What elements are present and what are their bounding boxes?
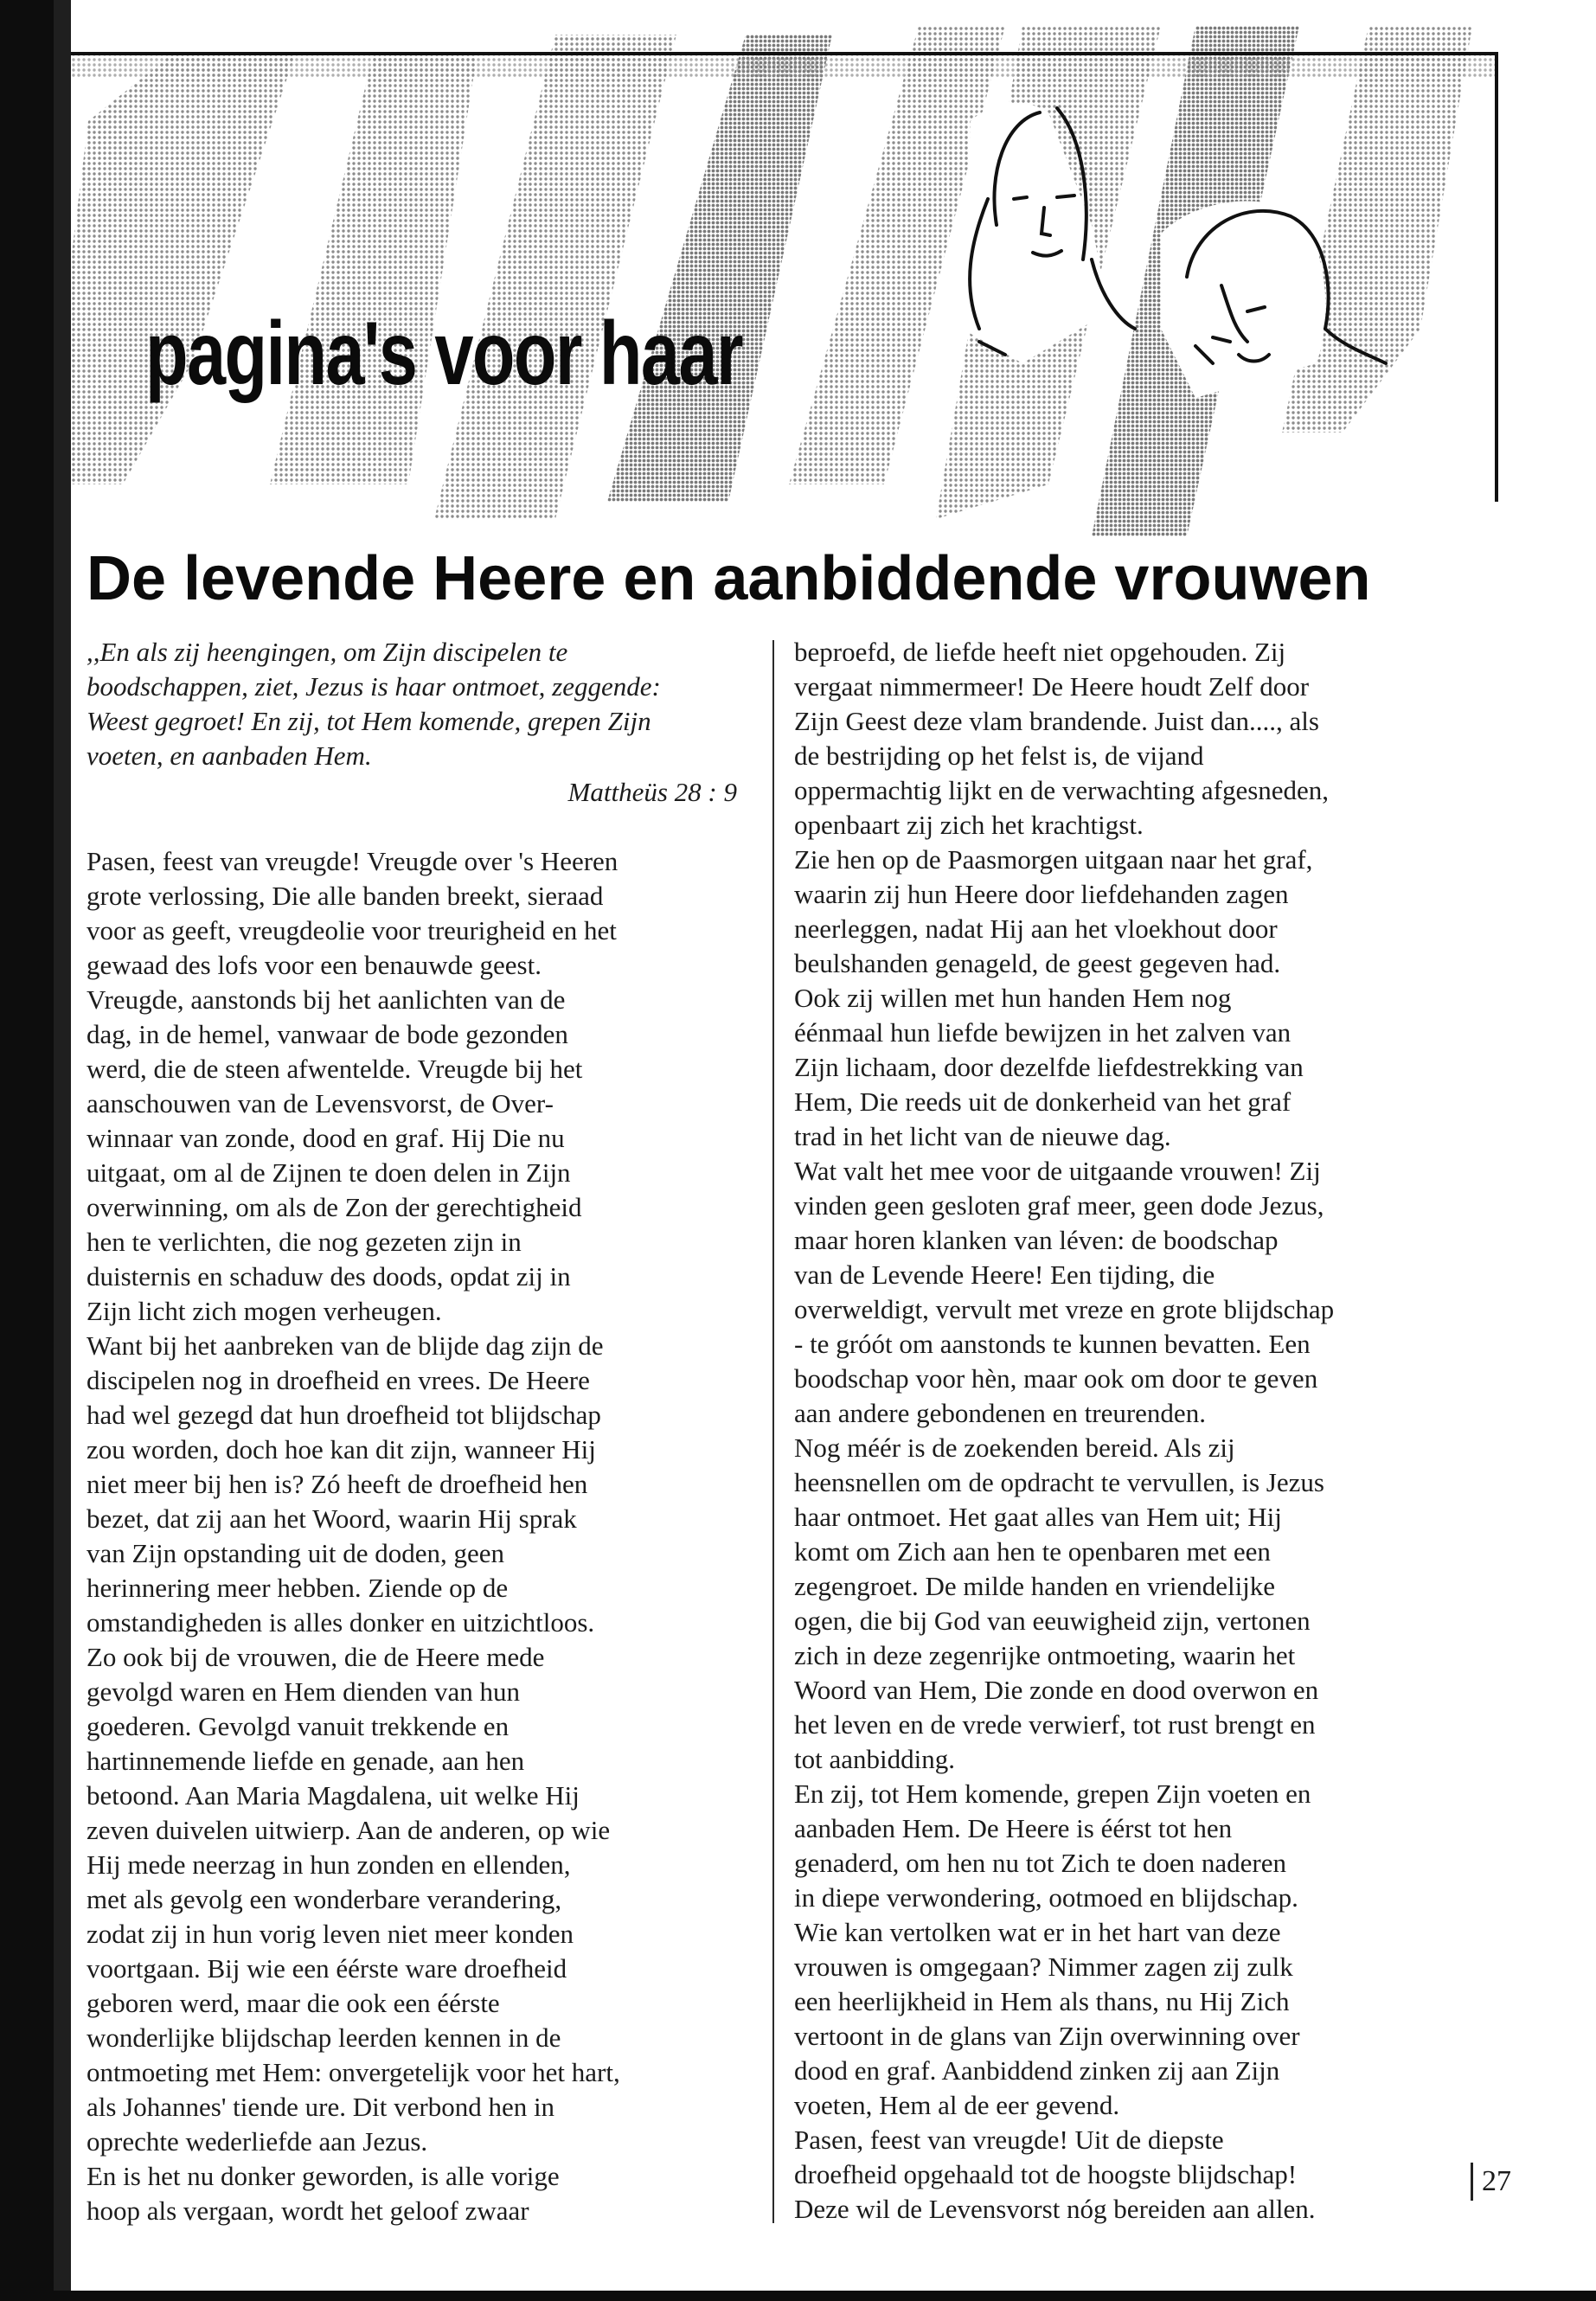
right-column-text: beproefd, de liefde heeft niet opgehouden. Zij vergaat nimmermeer! De Heere houdt Zelf door Zijn Geest deze vlam brandende. Juist dan...., als de bestrijding op het felst is, de vijand oppermachtig lijkt en de verwachting afgesneden, openbaart zij zich het krachtigst. Zie hen op de Paasmorgen uitgaan naar het graf, waarin zij hun Heere door liefdehanden zagen neerleggen, nadat Hij aan het vloekhout door beulshanden genageld, de geest gegeven had. Ook zij willen met hun handen Hem nog éénmaal hun liefde bewijzen in het zalven van Zijn lichaam, door dezelfde liefdestrekking van Hem, Die reeds uit de donkerheid van het graf trad in het licht van de nieuwe dag. Wat valt het mee voor de uitgaande vrouwen! Zij vinden geen gesloten graf meer, geen dode Jezus, maar horen klanken van léven: de boodschap van de Levende Heere! Een tijding, die overweldigt, vervult met vreze en grote blijdschap - te gróót om aanstonds te kunnen bevatten. Een boodschap voor hèn, maar ook om door te geven aan andere gebondenen en treurenden. Nog méér is de zoekenden bereid. Als zij heensnellen om de opdracht te vervullen, is Jezus haar ontmoet. Het gaat alles van Hem uit; Hij komt om Zich aan hen te openbaren met een zegengroet. De milde handen en vriendelijke ogen, die bij God van eeuwigheid zijn, vertonen zich in deze zegenrijke ontmoeting, waarin het Woord van Hem, Die zonde en dood overwon en het leven en de vrede verwierf, tot rust brengt en tot aanbidding. En zij, tot Hem komende, grepen Zijn voeten en aanbaden Hem. De Heere is éérst tot hen genaderd, om hen nu tot Zich te doen naderen in diepe verwondering, ootmoed en blijdschap. Wie kan vertolken wat er in het hart van deze vrouwen is omgegaan? Nimmer zagen zij zulk een heerlijkheid in Hem als thans, nu Hij Zich vertoont in de glans van Zijn overwinning over dood en graf. Aanbiddend zinken zij aan Zijn voeten, Hem al de eer gevend. Pasen, feest van vreugde! Uit de diepste droefheid opgehaald tot de hoogste blijdschap! Deze wil de Levensvorst nóg bereiden aan allen. xyxy=(794,637,1335,2224)
left-column xyxy=(87,635,753,2228)
banner-top-rule xyxy=(71,52,1498,55)
halftone-illustration xyxy=(71,0,1498,554)
page-edge-strip xyxy=(54,0,71,2301)
scripture-reference: Mattheüs 28 : 9 xyxy=(567,777,737,807)
page-edge-bar xyxy=(0,0,54,2301)
column-divider xyxy=(772,640,774,2223)
page-bottom-edge xyxy=(0,2291,1596,2301)
article-headline: De levende Heere en aanbiddende vrouwen xyxy=(87,544,1371,613)
left-column-text: Pasen, feest van vreugde! Vreugde over 's Heeren grote verlossing, Die alle banden breekt, sieraad voor as geeft, vreugdeolie voor treurigheid en het gewaad des lofs voor een benauwde geest. Vreugde, aanstonds bij het aanlichten van de dag, in de hemel, vanwaar de bode gezonden werd, die de steen afwentelde. Vreugde bij het aanschouwen van de Levensvorst, de Over- winnaar van zonde, dood en graf. Hij Die nu uitgaat, om al de Zijnen te doen delen in Zijn overwinning, om als de Zon der gerechtigheid hen te verlichten, die nog gezeten zijn in duisternis en schaduw des doods, opdat zij in Zijn licht zich mogen verheugen. Want bij het aanbreken van de blijde dag zijn de discipelen nog in droefheid en vrees. De Heere had wel gezegd dat hun droefheid tot blijdschap zou worden, doch hoe kan dit zijn, wanneer Hij niet meer bij hen is? Zó heeft de droefheid hen bezet, dat zij aan het Woord, waarin Hij sprak van Zijn opstanding uit de doden, geen herinnering meer hebben. Ziende op de omstandigheden is alles donker en uitzichtloos. Zo ook bij de vrouwen, die de Heere mede gevolgd waren en Hem dienden van hun goederen. Gevolgd vanuit trekkende en hartinnemende liefde en genade, aan hen betoond. Aan Maria Magdalena, uit welke Hij zeven duivelen uitwierp. Aan de anderen, op wie Hij mede neerzag in hun zonden en ellenden, met als gevolg een wonderbare verandering, zodat zij in hun vorig leven niet meer konden voortgaan. Bij wie een éérste ware droefheid geboren werd, maar die ook een éérste wonderlijke blijdschap leerden kennen in de ontmoeting met Hem: onvergetelijk voor het hart, als Johannes' tiende ure. Dit verbond hen in oprechte wederliefde aan Jezus. En is het nu donker geworden, is alle vorige hoop als vergaan, wordt het geloof zwaar xyxy=(87,846,620,2226)
banner-right-rule xyxy=(1495,52,1498,502)
page-number: 27 xyxy=(1471,2163,1511,2201)
scripture-quote: ,,En als zij heengingen, om Zijn discipelen te boodschappen, ziet, Jezus is haar ontmoet, zeggende: Weest gegroet! En zij, tot Hem komende, grepen Zijn voeten, en aanbaden Hem. xyxy=(87,637,661,771)
section-title: pagina's voor haar xyxy=(145,304,742,404)
right-column xyxy=(794,635,1460,2227)
header-banner xyxy=(71,0,1498,554)
